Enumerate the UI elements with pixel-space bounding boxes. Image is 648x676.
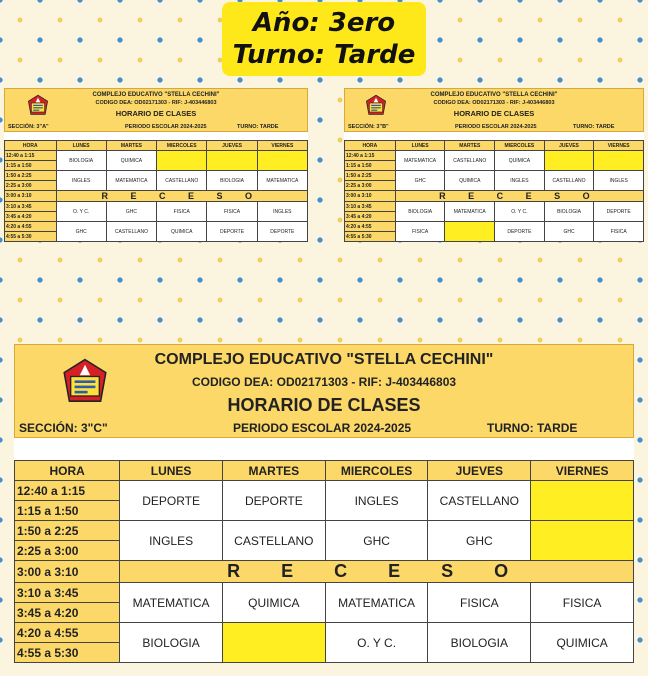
subject-cell xyxy=(257,151,307,171)
table-row xyxy=(5,171,308,181)
subject-cell: DEPORTE xyxy=(257,222,307,242)
time-slot: 3:45 a 4:20 xyxy=(345,212,396,222)
subject-cell: O. Y C. xyxy=(325,623,428,663)
table-row xyxy=(15,623,634,643)
time-slot: 12:40 a 1:15 xyxy=(5,151,57,161)
column-header: JUEVES xyxy=(428,461,531,481)
time-slot: 4:20 a 4:55 xyxy=(5,222,57,232)
section-label: SECCIÓN: 3"C" xyxy=(19,421,108,435)
subject-cell: CASTELLANO xyxy=(106,222,156,242)
shift-label: Turno: Tarde xyxy=(232,40,416,70)
subject-cell: DEPORTE xyxy=(222,481,325,521)
table-row xyxy=(5,222,308,232)
time-slot: 3:10 a 3:45 xyxy=(5,202,57,212)
subject-cell: O. Y C. xyxy=(495,202,545,222)
column-header: HORA xyxy=(15,461,120,481)
section-label: SECCIÓN: 3"B" xyxy=(348,124,389,130)
column-header: MIERCOLES xyxy=(157,141,207,151)
time-slot: 1:50 a 2:25 xyxy=(345,171,396,181)
table-header-row xyxy=(345,141,644,151)
recess-row xyxy=(5,191,308,202)
subject-cell xyxy=(544,151,594,171)
schedule-header xyxy=(14,344,634,438)
subject-cell: GHC xyxy=(106,202,156,222)
time-slot: 4:20 a 4:55 xyxy=(15,623,120,643)
shift-label: TURNO: TARDE xyxy=(573,124,615,130)
subject-cell: INGLES xyxy=(325,481,428,521)
table-row xyxy=(345,202,644,212)
time-slot: 12:40 a 1:15 xyxy=(345,151,396,161)
shift-label: TURNO: TARDE xyxy=(237,124,279,130)
subject-cell: QUIMICA xyxy=(531,623,634,663)
spacer xyxy=(14,438,634,460)
schedule-table xyxy=(14,460,634,663)
subject-cell: BIOLOGIA xyxy=(120,623,223,663)
recess-label: R E C E S O xyxy=(120,561,634,583)
subject-cell xyxy=(207,151,257,171)
year-label: Año: 3ero xyxy=(252,8,396,38)
column-header: VIERNES xyxy=(531,461,634,481)
subject-cell: CASTELLANO xyxy=(445,151,495,171)
table-row xyxy=(15,583,634,603)
subject-cell: INGLES xyxy=(495,171,545,191)
subject-cell xyxy=(222,623,325,663)
subject-cell: BIOLOGIA xyxy=(56,151,106,171)
time-slot: 4:20 a 4:55 xyxy=(345,222,396,232)
subject-cell: QUIMICA xyxy=(157,222,207,242)
subject-cell: FISICA xyxy=(395,222,445,242)
school-name: COMPLEJO EDUCATIVO "STELLA CECHINI" xyxy=(92,92,220,98)
schedule-header xyxy=(4,88,308,132)
column-header: MARTES xyxy=(222,461,325,481)
school-code: CODIGO DEA: OD02171303 - RIF: J-403446803 xyxy=(433,100,555,106)
subject-cell: FISICA xyxy=(157,202,207,222)
spacer xyxy=(344,132,644,140)
table-header-row xyxy=(5,141,308,151)
column-header: VIERNES xyxy=(594,141,644,151)
column-header: JUEVES xyxy=(207,141,257,151)
schedule-table xyxy=(344,140,644,242)
subject-cell: BIOLOGIA xyxy=(544,202,594,222)
subject-cell: GHC xyxy=(325,521,428,561)
subject-cell: GHC xyxy=(428,521,531,561)
column-header: LUNES xyxy=(395,141,445,151)
period-label: PERIODO ESCOLAR 2024-2025 xyxy=(455,124,537,130)
subject-cell: QUIMICA xyxy=(106,151,156,171)
subject-cell xyxy=(157,151,207,171)
time-slot: 3:10 a 3:45 xyxy=(345,202,396,212)
subject-cell: INGLES xyxy=(594,171,644,191)
school-name: COMPLEJO EDUCATIVO "STELLA CECHINI" xyxy=(154,351,494,368)
time-slot: 4:55 a 5:30 xyxy=(5,232,57,242)
subject-cell: O. Y C. xyxy=(56,202,106,222)
schedule-title: HORARIO DE CLASES xyxy=(227,395,421,415)
year-shift-banner xyxy=(222,2,426,76)
column-header: MIERCOLES xyxy=(495,141,545,151)
subject-cell: BIOLOGIA xyxy=(428,623,531,663)
school-name: COMPLEJO EDUCATIVO "STELLA CECHINI" xyxy=(430,92,558,98)
subject-cell: DEPORTE xyxy=(495,222,545,242)
spacer xyxy=(4,132,308,140)
recess-row xyxy=(15,561,634,583)
schedule-section-2 xyxy=(344,88,644,242)
subject-cell: INGLES xyxy=(56,171,106,191)
time-slot: 1:50 a 2:25 xyxy=(15,521,120,541)
time-slot: 1:15 a 1:50 xyxy=(5,161,57,171)
recess-label: R E C E S O xyxy=(395,191,643,202)
time-slot: 3:00 a 3:10 xyxy=(5,191,57,202)
column-header: LUNES xyxy=(56,141,106,151)
subject-cell: BIOLOGIA xyxy=(207,171,257,191)
column-header: JUEVES xyxy=(544,141,594,151)
table-row xyxy=(15,521,634,541)
time-slot: 3:00 a 3:10 xyxy=(345,191,396,202)
subject-cell: MATEMATICA xyxy=(395,151,445,171)
schedule-title: HORARIO DE CLASES xyxy=(453,109,535,118)
recess-row xyxy=(345,191,644,202)
subject-cell xyxy=(445,222,495,242)
table-row xyxy=(345,151,644,161)
table-row xyxy=(345,171,644,181)
subject-cell: DEPORTE xyxy=(120,481,223,521)
column-header: MARTES xyxy=(445,141,495,151)
time-slot: 12:40 a 1:15 xyxy=(15,481,120,501)
subject-cell: MATEMATICA xyxy=(257,171,307,191)
schedule-title: HORARIO DE CLASES xyxy=(115,109,197,118)
school-code: CODIGO DEA: OD02171303 - RIF: J-403446803 xyxy=(191,375,457,389)
subject-cell: FISICA xyxy=(531,583,634,623)
subject-cell: MATEMATICA xyxy=(120,583,223,623)
schedule-section-3 xyxy=(14,344,634,663)
subject-cell: FISICA xyxy=(428,583,531,623)
table-header-row xyxy=(15,461,634,481)
subject-cell: MATEMATICA xyxy=(325,583,428,623)
subject-cell: INGLES xyxy=(120,521,223,561)
time-slot: 1:15 a 1:50 xyxy=(345,161,396,171)
time-slot: 2:25 a 3:00 xyxy=(5,181,57,191)
subject-cell: FISICA xyxy=(207,202,257,222)
table-row xyxy=(15,481,634,501)
column-header: HORA xyxy=(5,141,57,151)
subject-cell: QUIMICA xyxy=(445,171,495,191)
column-header: HORA xyxy=(345,141,396,151)
subject-cell: DEPORTE xyxy=(207,222,257,242)
time-slot: 3:45 a 4:20 xyxy=(15,603,120,623)
subject-cell: FISICA xyxy=(594,222,644,242)
schedule-table xyxy=(4,140,308,242)
subject-cell: QUIMICA xyxy=(495,151,545,171)
subject-cell: GHC xyxy=(56,222,106,242)
subject-cell: GHC xyxy=(395,171,445,191)
column-header: LUNES xyxy=(120,461,223,481)
subject-cell: INGLES xyxy=(257,202,307,222)
schedule-header xyxy=(344,88,644,132)
table-row xyxy=(5,202,308,212)
period-label: PERIODO ESCOLAR 2024-2025 xyxy=(233,421,412,435)
time-slot: 3:10 a 3:45 xyxy=(15,583,120,603)
subject-cell: MATEMATICA xyxy=(106,171,156,191)
time-slot: 2:25 a 3:00 xyxy=(345,181,396,191)
time-slot: 1:15 a 1:50 xyxy=(15,501,120,521)
subject-cell: MATEMATICA xyxy=(445,202,495,222)
subject-cell: BIOLOGIA xyxy=(395,202,445,222)
table-row xyxy=(345,222,644,232)
time-slot: 4:55 a 5:30 xyxy=(345,232,396,242)
school-code: CODIGO DEA: OD02171303 - RIF: J-403446803 xyxy=(95,100,217,106)
time-slot: 4:55 a 5:30 xyxy=(15,643,120,663)
column-header: MARTES xyxy=(106,141,156,151)
subject-cell: GHC xyxy=(544,222,594,242)
section-label: SECCIÓN: 3"A" xyxy=(8,124,49,130)
subject-cell xyxy=(531,521,634,561)
period-label: PERIODO ESCOLAR 2024-2025 xyxy=(125,124,207,130)
schedule-section-1 xyxy=(4,88,308,242)
time-slot: 3:45 a 4:20 xyxy=(5,212,57,222)
time-slot: 3:00 a 3:10 xyxy=(15,561,120,583)
subject-cell: CASTELLANO xyxy=(428,481,531,521)
table-row xyxy=(5,151,308,161)
subject-cell: DEPORTE xyxy=(594,202,644,222)
subject-cell xyxy=(594,151,644,171)
subject-cell xyxy=(531,481,634,521)
column-header: VIERNES xyxy=(257,141,307,151)
subject-cell: CASTELLANO xyxy=(222,521,325,561)
shift-label: TURNO: TARDE xyxy=(487,421,578,435)
subject-cell: QUIMICA xyxy=(222,583,325,623)
subject-cell: CASTELLANO xyxy=(157,171,207,191)
time-slot: 2:25 a 3:00 xyxy=(15,541,120,561)
time-slot: 1:50 a 2:25 xyxy=(5,171,57,181)
column-header: MIERCOLES xyxy=(325,461,428,481)
recess-label: R E C E S O xyxy=(56,191,308,202)
subject-cell: CASTELLANO xyxy=(544,171,594,191)
